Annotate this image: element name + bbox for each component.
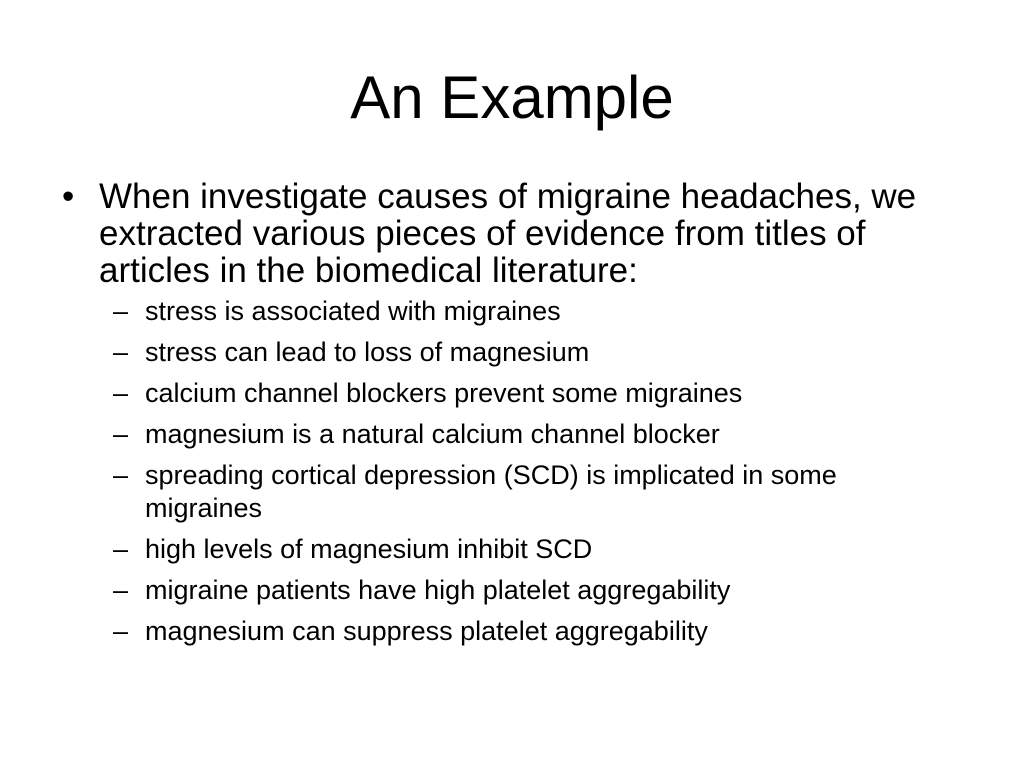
dash-icon: – (113, 616, 129, 646)
slide-body (0, 178, 1024, 656)
dash-icon: – (113, 534, 129, 564)
dash-icon: – (113, 337, 129, 367)
bullet-text: When investigate causes of migraine headaches, we extracted various pieces of evidence from titles of articles in the biomedical literature: (99, 177, 917, 290)
dash-icon: – (113, 460, 129, 490)
sub-bullet-item (0, 574, 935, 607)
sub-bullet-item (0, 295, 935, 328)
sub-bullet-text: stress can lead to loss of magnesium (145, 337, 590, 367)
sub-bullet-item (0, 336, 935, 369)
sub-bullet-item (0, 377, 935, 410)
dash-icon: – (113, 419, 129, 449)
sub-bullet-text: high levels of magnesium inhibit SCD (145, 534, 593, 564)
sub-bullet-text: magnesium is a natural calcium channel blocker (145, 419, 720, 449)
slide-title: An Example (350, 64, 674, 131)
bullet-item (0, 178, 979, 289)
sub-bullet-item (0, 533, 935, 566)
sub-bullet-text: spreading cortical depression (SCD) is implicated in some migraines (145, 460, 837, 523)
sub-bullet-text: stress is associated with migraines (145, 296, 561, 326)
dash-icon: – (113, 296, 129, 326)
sub-bullet-text: magnesium can suppress platelet aggregability (145, 616, 708, 646)
bullet-icon: • (62, 177, 75, 216)
sub-bullet-item (0, 615, 935, 648)
sub-bullet-item (0, 459, 935, 525)
sub-bullet-text: calcium channel blockers prevent some migraines (145, 378, 743, 408)
sub-bullet-text: migraine patients have high platelet aggregability (145, 575, 731, 605)
dash-icon: – (113, 575, 129, 605)
sub-bullet-list (0, 295, 1024, 648)
sub-bullet-item (0, 418, 935, 451)
dash-icon: – (113, 378, 129, 408)
